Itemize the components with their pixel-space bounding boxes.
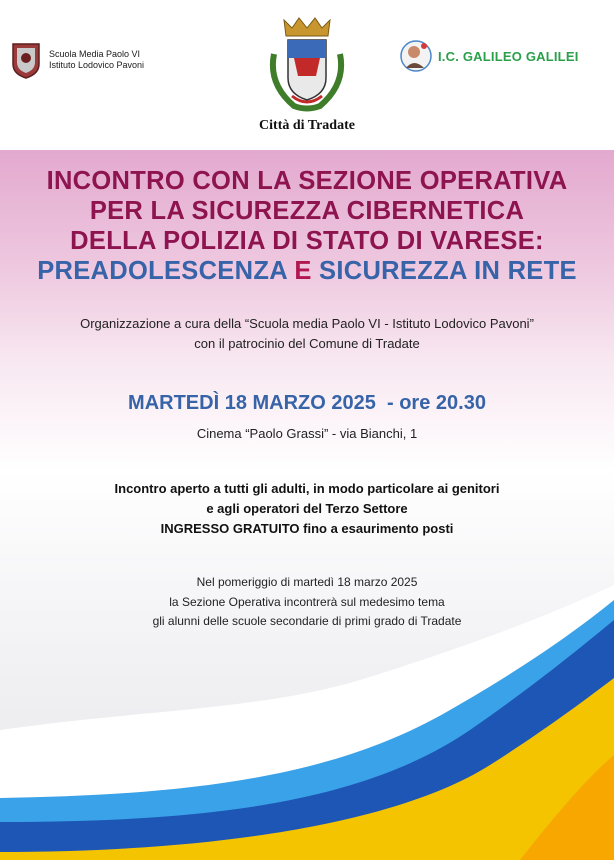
audience-line-3 — [0, 519, 614, 539]
title-line-1: INCONTRO CON LA SEZIONE OPERATIVA — [46, 167, 568, 195]
organizer-line-2: con il patrocinio del Comune di Tradate — [194, 336, 420, 351]
note-line-1: Nel pomeriggio di martedì 18 marzo 2025 — [196, 575, 418, 589]
note-line-3: gli alunni delle scuole secondarie di primi grado di Tradate — [152, 614, 462, 628]
audience-line-1: Incontro aperto a tutti gli adulti, in modo particolare ai genitori — [114, 481, 500, 496]
school-logo — [9, 40, 144, 80]
galileo-logo — [400, 38, 579, 74]
city-caption: Città di Tradate — [259, 118, 355, 133]
note-line-2: la Sezione Operativa incontrerà sul medesimo tema — [169, 594, 445, 609]
title-topic-a: PREADOLESCENZA — [37, 257, 287, 285]
school-crest-icon — [9, 40, 43, 80]
event-date-time: MARTEDÌ 18 MARZO 2025 - ore 20.30 — [128, 392, 486, 414]
free-entry-detail: fino a esaurimento posti — [299, 521, 454, 536]
organizer-info — [0, 314, 614, 354]
galileo-school-name: I.C. GALILEO GALILEI — [438, 48, 579, 64]
title-line-3: DELLA POLIZIA DI STATO DI VARESE: — [70, 227, 544, 255]
school-name-line1: Scuola Media Paolo VI — [49, 49, 141, 59]
school-name-line2: Istituto Lodovico Pavoni — [49, 60, 145, 70]
audience-info — [0, 479, 614, 539]
afternoon-note — [0, 573, 614, 632]
title-line-4 — [0, 256, 614, 286]
organizer-line-1: Organizzazione a cura della “Scuola media Paolo VI - Istituto Lodovico Pavoni” — [80, 316, 534, 331]
galileo-portrait-icon — [400, 38, 432, 74]
title-topic-b: SICUREZZA IN RETE — [319, 257, 577, 285]
event-venue: Cinema “Paolo Grassi” - via Bianchi, 1 — [196, 426, 418, 441]
audience-line-2: e agli operatori del Terzo Settore — [206, 501, 408, 516]
title-line-2: PER LA SICUREZZA CIBERNETICA — [89, 197, 525, 225]
event-title — [0, 166, 614, 286]
title-conjunction: E — [286, 257, 320, 285]
header-bar — [0, 0, 614, 150]
city-coat-of-arms-icon — [264, 14, 350, 114]
free-entry-label: INGRESSO GRATUITO — [160, 521, 300, 536]
